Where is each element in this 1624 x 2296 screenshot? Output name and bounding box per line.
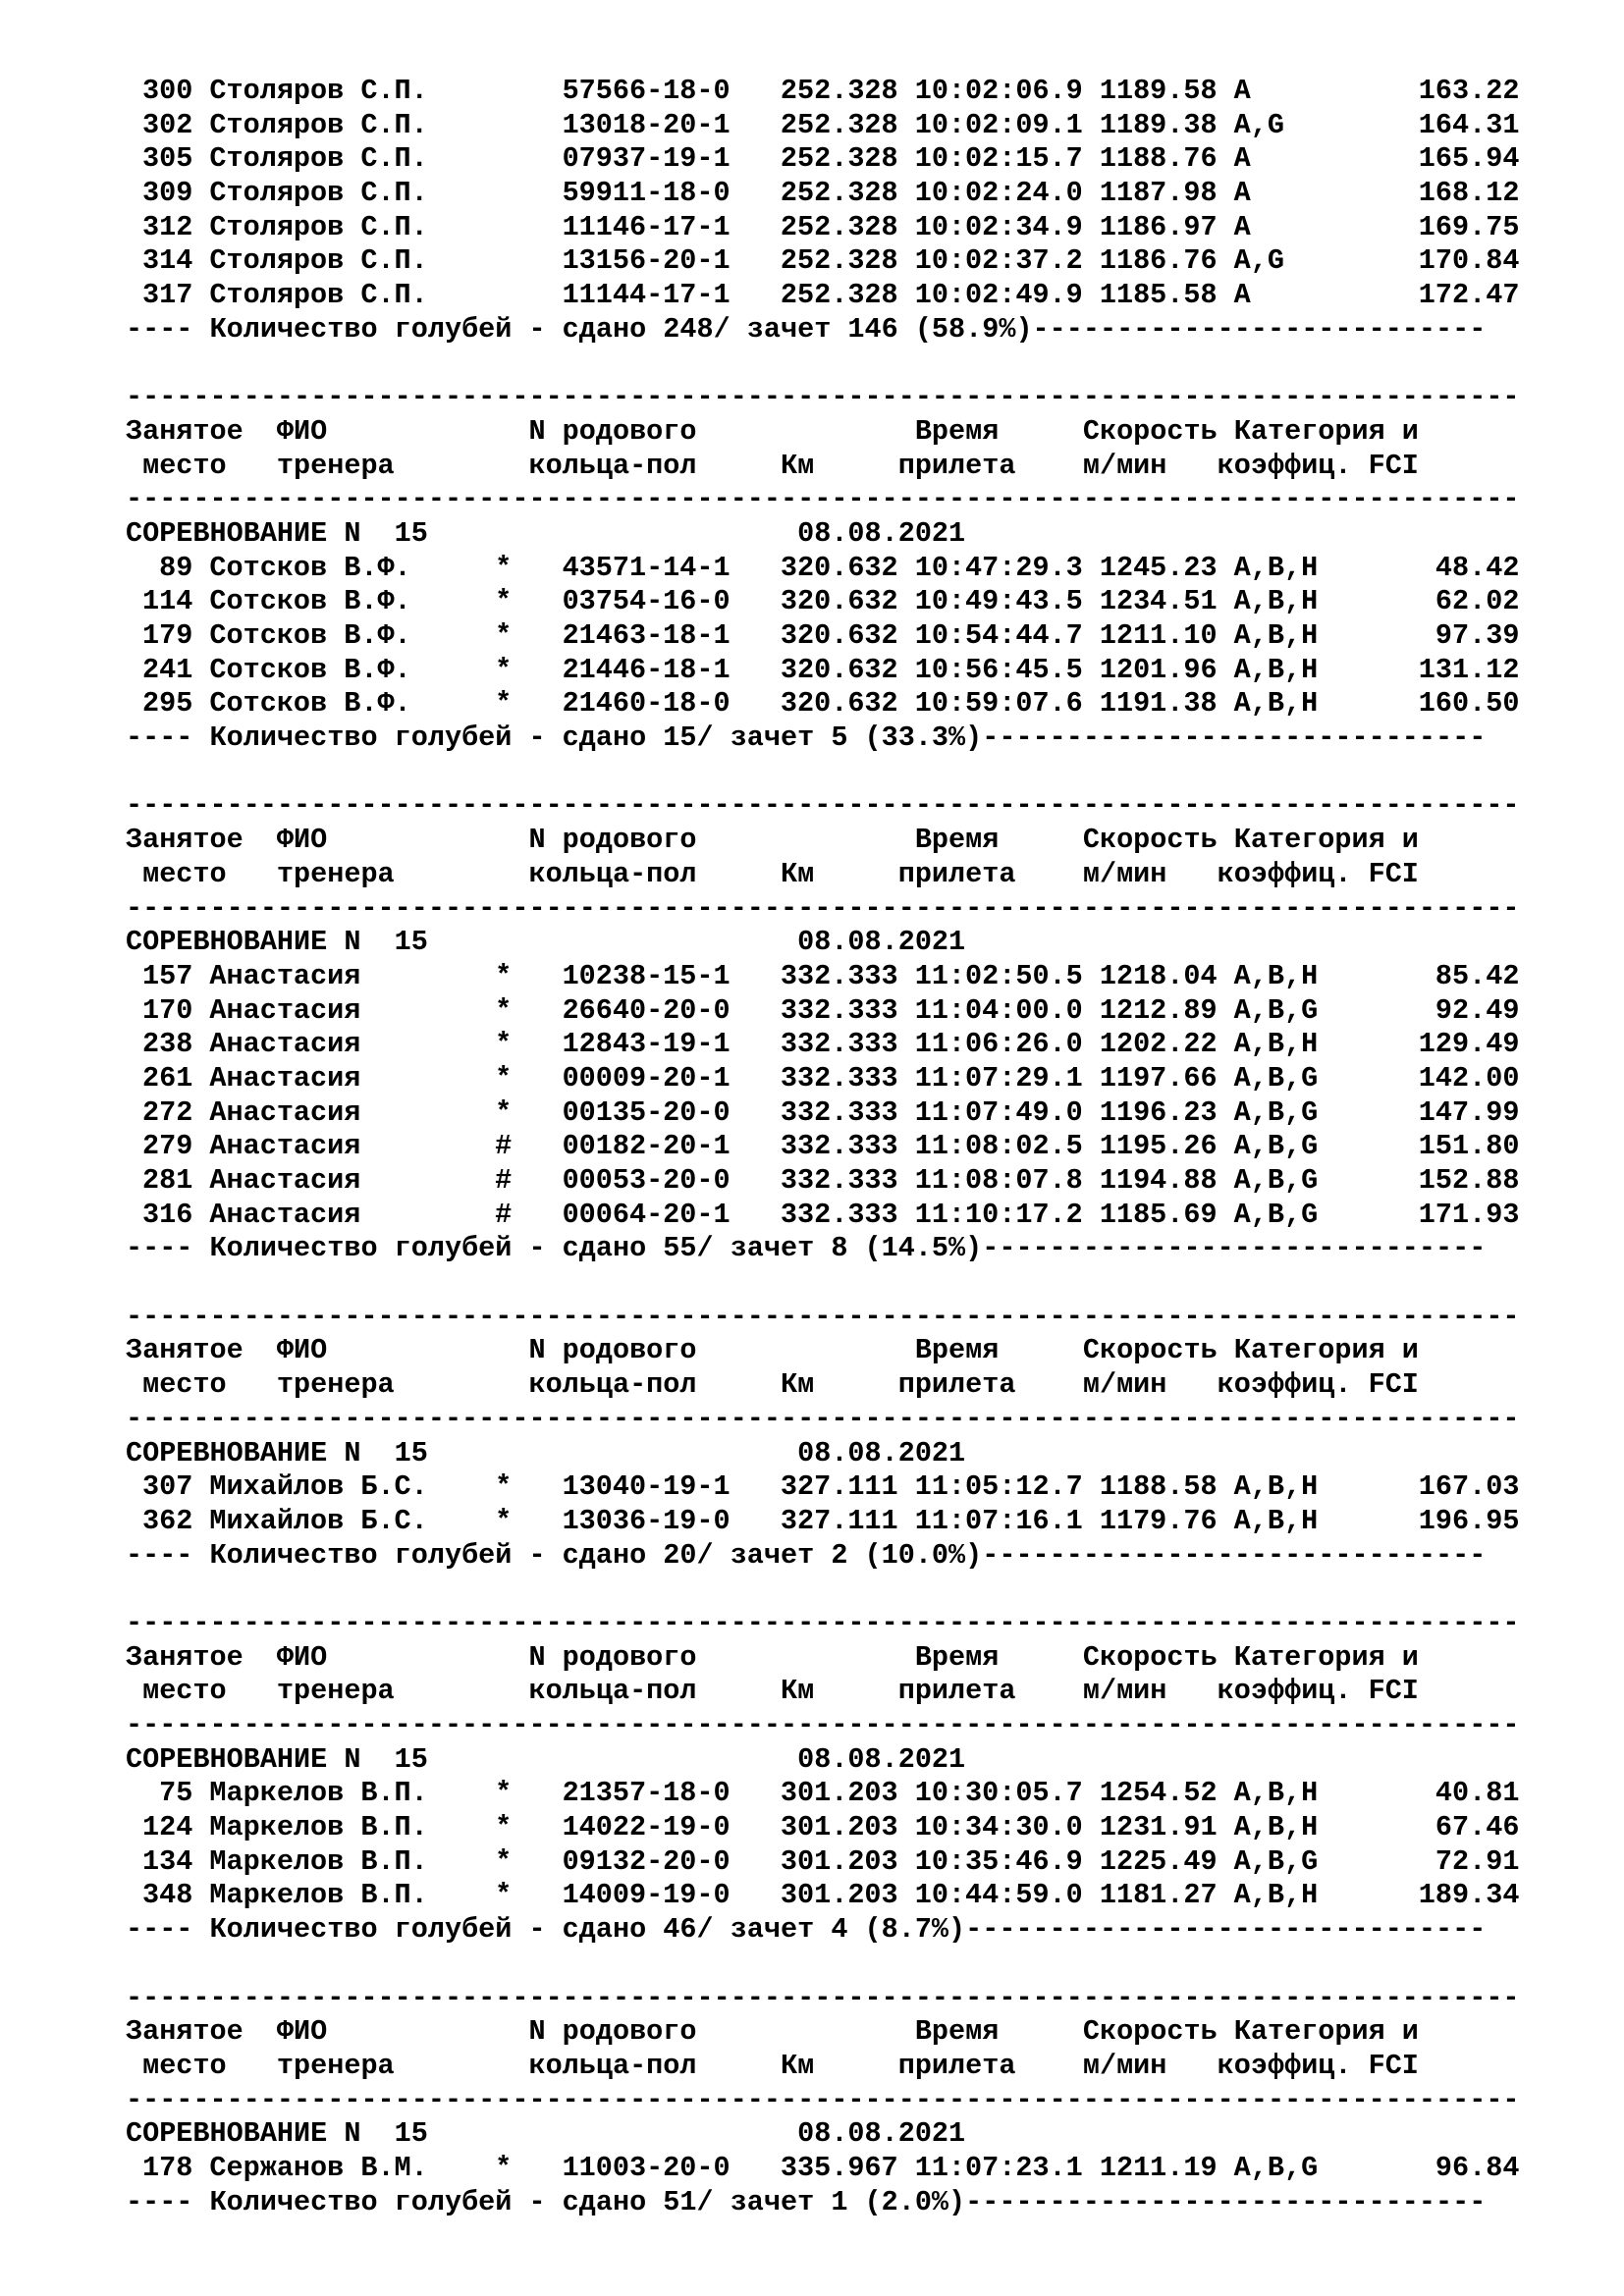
header-rule: ----------------------------------------------------------------------------------- xyxy=(126,891,1520,925)
header-rule: ----------------------------------------------------------------------------------- xyxy=(126,789,1520,823)
header-rule: ----------------------------------------------------------------------------------- xyxy=(126,483,1520,516)
result-row: 305 Столяров С.П. 07937-19-1 252.328 10:02:15.7 1188.76 A 165.94 xyxy=(142,142,1520,176)
competition-title: СОРЕВНОВАНИЕ N 15 08.08.2021 xyxy=(126,2117,966,2151)
result-row: 272 Анастасия * 00135-20-0 332.333 11:07:49.0 1196.23 A,B,G 147.99 xyxy=(142,1095,1520,1129)
blank-line xyxy=(126,1266,1598,1301)
header-rule: ----------------------------------------------------------------------------------- xyxy=(126,1709,1520,1741)
result-row: 279 Анастасия # 00182-20-1 332.333 11:08:02.5 1195.26 A,B,G 151.80 xyxy=(142,1130,1520,1163)
header-line-2: место тренера кольца-пол Км прилета м/мин коэффиц. FCI xyxy=(126,1368,1419,1402)
header-line-2: место тренера кольца-пол Км прилета м/мин коэффиц. FCI xyxy=(126,2049,1419,2082)
header-rule: ----------------------------------------------------------------------------------- xyxy=(126,2083,1520,2116)
result-row: 307 Михайлов Б.С. * 13040-19-1 327.111 11:05:12.7 1188.58 A,B,H 167.03 xyxy=(142,1470,1520,1504)
result-row: 348 Маркелов В.П. * 14009-19-0 301.203 10:44:59.0 1181.27 A,B,H 189.34 xyxy=(142,1879,1520,1912)
header-line-2: место тренера кольца-пол Км прилета м/мин коэффиц. FCI xyxy=(126,449,1419,482)
summary-line: ---- Количество голубей - сдано 46/ зачет 4 (8.7%)------------------------------- xyxy=(126,1913,1487,1947)
result-row: 124 Маркелов В.П. * 14022-19-0 301.203 10:34:30.0 1231.91 A,B,H 67.46 xyxy=(142,1811,1520,1844)
result-row: 281 Анастасия # 00053-20-0 332.333 11:08:07.8 1194.88 A,B,G 152.88 xyxy=(142,1164,1520,1197)
competition-title: СОРЕВНОВАНИЕ N 15 08.08.2021 xyxy=(126,1436,966,1469)
competition-title: СОРЕВНОВАНИЕ N 15 08.08.2021 xyxy=(126,516,966,550)
competition-title: СОРЕВНОВАНИЕ N 15 08.08.2021 xyxy=(126,926,966,959)
result-row: 362 Михайлов Б.С. * 13036-19-0 327.111 11:07:16.1 1179.76 A,B,H 196.95 xyxy=(142,1504,1520,1537)
header-rule: ----------------------------------------------------------------------------------- xyxy=(126,1300,1520,1333)
result-row: 241 Сотсков В.Ф. * 21446-18-1 320.632 10:56:45.5 1201.96 A,B,H 131.12 xyxy=(142,653,1520,686)
header-line-1: Занятое ФИО N родового Время Скорость Категория и xyxy=(126,1334,1419,1367)
result-row: 89 Сотсков В.Ф. * 43571-14-1 320.632 10:47:29.3 1245.23 A,B,H 48.42 xyxy=(142,551,1520,584)
blank-line xyxy=(126,347,1598,382)
header-line-2: место тренера кольца-пол Км прилета м/мин коэффиц. FCI xyxy=(126,857,1419,890)
header-line-1: Занятое ФИО N родового Время Скорость Категория и xyxy=(126,2015,1419,2049)
result-row: 302 Столяров С.П. 13018-20-1 252.328 10:02:09.1 1189.38 A,G 164.31 xyxy=(142,108,1520,141)
result-row: 178 Сержанов В.М. * 11003-20-0 335.967 11:07:23.1 1211.19 A,B,G 96.84 xyxy=(142,2151,1520,2184)
result-row: 312 Столяров С.П. 11146-17-1 252.328 10:02:34.9 1186.97 A 169.75 xyxy=(142,210,1520,243)
header-line-2: место тренера кольца-пол Км прилета м/мин коэффиц. FCI xyxy=(126,1675,1419,1708)
header-rule: ----------------------------------------------------------------------------------- xyxy=(126,1981,1520,2014)
summary-line: ---- Количество голубей - сдано 20/ зачет 2 (10.0%)------------------------------ xyxy=(126,1538,1487,1572)
result-row: 114 Сотсков В.Ф. * 03754-16-0 320.632 10:49:43.5 1234.51 A,B,H 62.02 xyxy=(142,585,1520,618)
header-line-1: Занятое ФИО N родового Время Скорость Категория и xyxy=(126,414,1419,448)
result-row: 170 Анастасия * 26640-20-0 332.333 11:04:00.0 1212.89 A,B,G 92.49 xyxy=(142,993,1520,1027)
result-row: 316 Анастасия # 00064-20-1 332.333 11:10:17.2 1185.69 A,B,G 171.93 xyxy=(142,1198,1520,1231)
result-row: 309 Столяров С.П. 59911-18-0 252.328 10:02:24.0 1187.98 A 168.12 xyxy=(142,177,1520,210)
result-row: 134 Маркелов В.П. * 09132-20-0 301.203 10:35:46.9 1225.49 A,B,G 72.91 xyxy=(142,1844,1520,1878)
blank-line xyxy=(126,756,1598,790)
competition-title: СОРЕВНОВАНИЕ N 15 08.08.2021 xyxy=(126,1742,966,1776)
result-row: 300 Столяров С.П. 57566-18-0 252.328 10:02:06.9 1189.58 A 163.22 xyxy=(142,75,1520,107)
result-row: 238 Анастасия * 12843-19-1 332.333 11:06:26.0 1202.22 A,B,H 129.49 xyxy=(142,1028,1520,1061)
summary-line: ---- Количество голубей - сдано 51/ зачет 1 (2.0%)------------------------------- xyxy=(126,2185,1487,2218)
result-row: 75 Маркелов В.П. * 21357-18-0 301.203 10:30:05.7 1254.52 A,B,H 40.81 xyxy=(142,1777,1520,1810)
result-row: 295 Сотсков В.Ф. * 21460-18-0 320.632 10:59:07.6 1191.38 A,B,H 160.50 xyxy=(142,687,1520,721)
result-row: 157 Анастасия * 10238-15-1 332.333 11:02:50.5 1218.04 A,B,H 85.42 xyxy=(142,959,1520,992)
header-line-1: Занятое ФИО N родового Время Скорость Категория и xyxy=(126,824,1419,857)
result-row: 317 Столяров С.П. 11144-17-1 252.328 10:02:49.9 1185.58 A 172.47 xyxy=(142,279,1520,312)
header-rule: ----------------------------------------------------------------------------------- xyxy=(126,381,1520,414)
header-line-1: Занятое ФИО N родового Время Скорость Категория и xyxy=(126,1640,1419,1674)
result-row: 261 Анастасия * 00009-20-1 332.333 11:07:29.1 1197.66 A,B,G 142.00 xyxy=(142,1061,1520,1095)
summary-line: ---- Количество голубей - сдано 248/ зачет 146 (58.9%)--------------------------- xyxy=(126,312,1487,346)
blank-line xyxy=(126,1948,1598,1982)
header-rule: ----------------------------------------------------------------------------------- xyxy=(126,1402,1520,1435)
results-report xyxy=(126,75,1598,2219)
summary-line: ---- Количество голубей - сдано 15/ зачет 5 (33.3%)------------------------------ xyxy=(126,721,1487,755)
result-row: 179 Сотсков В.Ф. * 21463-18-1 320.632 10:54:44.7 1211.10 A,B,H 97.39 xyxy=(142,619,1520,652)
header-rule: ----------------------------------------------------------------------------------- xyxy=(126,1606,1520,1639)
summary-line: ---- Количество голубей - сдано 55/ зачет 8 (14.5%)------------------------------ xyxy=(126,1232,1487,1265)
blank-line xyxy=(126,1573,1598,1607)
result-row: 314 Столяров С.П. 13156-20-1 252.328 10:02:37.2 1186.76 A,G 170.84 xyxy=(142,244,1520,278)
